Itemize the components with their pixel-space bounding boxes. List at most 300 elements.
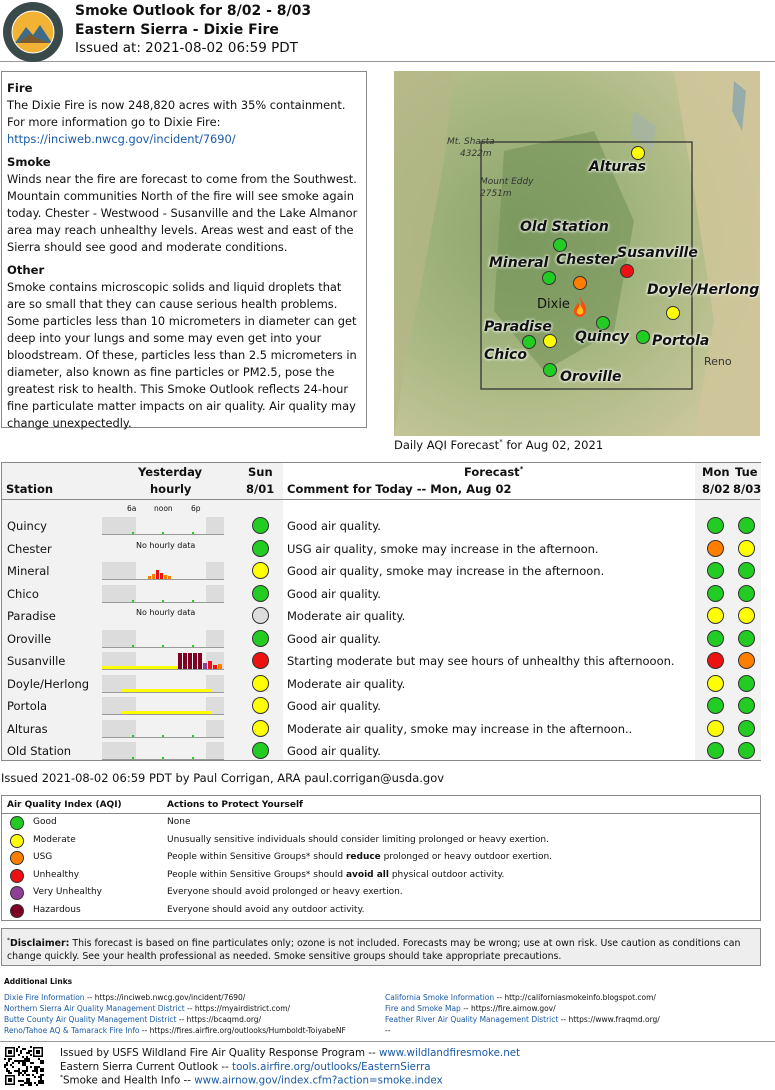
additional-link[interactable]	[4, 993, 245, 1002]
qr-module	[30, 1066, 32, 1068]
aqi-legend-row	[2, 833, 762, 850]
sun-aqi-dot	[252, 517, 269, 534]
night-shade-evening	[206, 630, 224, 648]
station-forecast-table	[1, 462, 761, 761]
qr-module	[40, 1076, 42, 1078]
station-name: Portola	[7, 699, 48, 713]
hourly-sparkline	[102, 585, 224, 603]
smoke-text: Winds near the fire are forecast to come from the Southwest. Mountain communities North of the fire will see smoke again today. Chester - Westwood - Susanville and the Lake Almanor area may reach unhealthy levels. Areas west and east of the Sierra should see good and moderate conditions.	[7, 172, 358, 254]
sun-aqi-dot	[252, 540, 269, 557]
qr-module	[18, 1072, 20, 1074]
forecast-comment: Moderate air quality.	[287, 609, 406, 623]
qr-module	[12, 1066, 14, 1068]
qr-module	[22, 1080, 24, 1082]
qr-module	[24, 1082, 26, 1084]
table-row	[2, 628, 762, 650]
map-station-dot[interactable]	[542, 271, 556, 285]
qr-module	[26, 1052, 28, 1054]
qr-module	[4, 1064, 6, 1066]
additional-link[interactable]	[385, 1026, 390, 1035]
city-label: Reno	[704, 355, 732, 368]
sun-aqi-dot	[252, 630, 269, 647]
hourly-bar	[132, 735, 134, 737]
map-station-dot[interactable]	[666, 306, 680, 320]
hourly-sparkline	[102, 675, 224, 693]
aqi-category: Moderate	[33, 834, 76, 845]
forecast-comment: USG air quality, smoke may increase in the afternoon.	[287, 541, 599, 556]
mon-aqi-dot	[707, 742, 724, 759]
qr-module	[18, 1068, 20, 1070]
peak-label: Mount Eddy	[480, 177, 534, 187]
aqi-legend-row	[2, 815, 762, 832]
qr-module	[16, 1050, 18, 1052]
qr-module	[28, 1052, 30, 1054]
hourly-bar	[198, 653, 202, 669]
qr-module	[28, 1078, 30, 1080]
fire-icon	[573, 297, 587, 317]
station-name: Alturas	[7, 721, 48, 736]
hourly-bar	[162, 757, 164, 759]
aqi-action-text: None	[167, 817, 191, 827]
airnow-smoke-link[interactable]: www.airnow.gov/index.cfm?action=smoke.index	[194, 1074, 443, 1087]
link-name[interactable]: Dixie Fire Information	[4, 993, 85, 1002]
sparkline-chart	[102, 675, 224, 693]
qr-module	[20, 1084, 22, 1086]
qr-module	[24, 1064, 26, 1066]
page-subtitle: Eastern Sierra - Dixie Fire	[75, 22, 279, 38]
sparkline-chart	[102, 585, 224, 603]
qr-module	[42, 1080, 44, 1082]
night-shade-evening	[206, 517, 224, 535]
peak-elevation: 4322m	[460, 149, 492, 159]
mon-aqi-dot	[707, 585, 724, 602]
hourly-bar	[203, 663, 207, 669]
qr-module	[28, 1080, 30, 1082]
qr-module	[26, 1080, 28, 1082]
qr-module	[10, 1058, 12, 1060]
hourly-bar	[162, 645, 164, 647]
sparkline-chart	[102, 652, 224, 670]
qr-module	[30, 1082, 32, 1084]
table-row	[2, 650, 762, 672]
qr-module	[4, 1066, 6, 1068]
qr-module	[40, 1078, 42, 1080]
qr-module	[26, 1058, 28, 1060]
mon-aqi-dot	[707, 630, 724, 647]
tue-aqi-dot	[738, 652, 755, 669]
qr-module	[8, 1072, 10, 1074]
aqi-action-text: People within Sensitive Groups* should	[167, 852, 346, 863]
current-outlook-link[interactable]: tools.airfire.org/outlooks/EasternSierra	[232, 1061, 431, 1073]
link-url: -- https://www.fraqmd.org/	[558, 1015, 660, 1024]
sun-aqi-dot	[252, 697, 269, 714]
station-name: Paradise	[7, 609, 56, 623]
qr-module	[22, 1084, 24, 1086]
qr-module	[40, 1062, 42, 1064]
qr-code-icon[interactable]	[4, 1046, 44, 1086]
forecast-comment: Good air quality.	[287, 744, 381, 758]
sparkline-baseline	[102, 669, 224, 670]
sparkline-baseline	[102, 692, 224, 693]
aqi-action	[167, 870, 504, 880]
mon-aqi-dot	[707, 562, 724, 579]
table-row	[2, 718, 762, 740]
link-url: -- https://inciweb.nwcg.gov/incident/7690/	[84, 993, 246, 1002]
footer-divider	[0, 1041, 775, 1042]
qr-module	[16, 1048, 18, 1050]
qr-module	[42, 1074, 44, 1076]
qr-module	[18, 1080, 20, 1082]
tick-6p: 6p	[191, 504, 201, 513]
tue-aqi-dot	[738, 607, 755, 624]
qr-module	[36, 1068, 38, 1070]
night-shade-morning	[102, 742, 136, 760]
mon-aqi-dot	[707, 517, 724, 534]
night-shade-morning	[102, 562, 136, 580]
link-name[interactable]: Reno/Tahoe AQ & Tamarack Fire Info	[4, 1026, 140, 1035]
hourly-bar	[213, 665, 217, 669]
qr-module	[34, 1082, 36, 1084]
table-row	[2, 583, 762, 605]
sparkline-chart	[102, 720, 224, 738]
hourly-bar	[208, 661, 212, 669]
qr-module	[20, 1060, 22, 1062]
qr-module	[38, 1082, 40, 1084]
table-row	[2, 538, 762, 560]
map-station-dot[interactable]	[631, 146, 645, 160]
col-station: Station	[6, 482, 54, 496]
aqi-category: Hazardous	[33, 905, 81, 915]
qr-module	[24, 1070, 26, 1072]
qr-module	[30, 1084, 32, 1086]
additional-link[interactable]	[385, 1004, 556, 1013]
footer-line-3	[60, 1074, 443, 1086]
aqi-action-text: Everyone should avoid prolonged or heavy exertion.	[167, 887, 403, 898]
qr-module	[38, 1080, 40, 1082]
qr-module	[18, 1062, 20, 1064]
col-forecast-mark: *	[519, 465, 524, 474]
hourly-bar	[152, 574, 155, 579]
aqi-col-actions: Actions to Protect Yourself	[167, 800, 303, 810]
aqi-legend-row	[2, 868, 762, 885]
qr-module	[6, 1064, 8, 1066]
table-row	[2, 605, 762, 627]
qr-module	[42, 1062, 44, 1064]
qr-module	[8, 1078, 12, 1082]
qr-module	[10, 1072, 12, 1074]
qr-module	[24, 1072, 26, 1074]
sparkline-baseline	[102, 579, 224, 580]
qr-module	[40, 1082, 42, 1084]
qr-module	[36, 1084, 38, 1086]
hourly-bar	[162, 532, 164, 534]
map-station-dot[interactable]	[620, 264, 634, 278]
qr-module	[26, 1082, 28, 1084]
tick-6a: 6a	[127, 504, 137, 513]
forecast-comment: Good air quality.	[287, 519, 381, 533]
station-name: Doyle/Herlong	[7, 676, 90, 691]
map-station-label: Doyle/Herlong	[647, 282, 760, 298]
qr-module	[34, 1068, 36, 1070]
fire-text	[7, 97, 361, 148]
map-station-dot[interactable]	[543, 334, 557, 348]
qr-module	[22, 1074, 24, 1076]
hourly-bar	[162, 600, 164, 602]
map-station-dot[interactable]	[596, 316, 610, 330]
forecast-comment: Good air quality.	[287, 586, 381, 601]
qr-module	[34, 1076, 36, 1078]
table-row	[2, 740, 762, 762]
footer-line-1-text: Issued by USFS Wildland Fire Air Quality Response Program --	[60, 1047, 379, 1059]
forecast-comment: Moderate air quality.	[287, 676, 406, 691]
fire-text-body: The Dixie Fire is now 248,820 acres with 35% containment. For more information go to Dixie Fire:	[7, 98, 346, 129]
aqi-action	[167, 887, 403, 897]
qr-module	[8, 1050, 12, 1054]
hourly-sparkline	[102, 697, 224, 715]
qr-module	[18, 1060, 20, 1062]
link-url: --	[385, 1026, 391, 1035]
header-divider	[2, 499, 760, 500]
link-url: -- https://fires.airfire.org/outlooks/Humboldt-ToiyabeNF	[139, 1026, 346, 1035]
aqi-legend-row	[2, 885, 762, 902]
qr-module	[40, 1068, 42, 1070]
qr-module	[6, 1068, 8, 1070]
col-sun-date: 8/01	[246, 482, 275, 496]
qr-module	[6, 1070, 8, 1072]
tue-aqi-dot	[738, 675, 755, 692]
wildland-smoke-link[interactable]: www.wildlandfiresmoke.net	[378, 1047, 521, 1059]
hourly-bar	[188, 653, 192, 669]
night-shade-morning	[102, 585, 136, 603]
aqi-category: Good	[33, 817, 57, 827]
hourly-bar	[193, 653, 197, 669]
aqi-color-dot	[10, 851, 24, 865]
aqi-legend-row	[2, 903, 762, 920]
hourly-bar	[183, 653, 187, 669]
map-station-dot[interactable]	[553, 238, 567, 252]
night-shade-morning	[102, 517, 136, 535]
mon-aqi-dot	[707, 697, 724, 714]
other-heading: Other	[7, 263, 45, 277]
forecast-comment: Starting moderate but may see hours of unhealthy this afternooon.	[287, 654, 675, 668]
sun-aqi-dot	[252, 607, 269, 624]
additional-link[interactable]	[4, 1004, 290, 1013]
map-caption-mark: *	[499, 438, 503, 447]
qr-module	[6, 1062, 8, 1064]
qr-module	[24, 1060, 26, 1062]
qr-module	[36, 1050, 40, 1054]
map-station-label: Quincy	[575, 329, 630, 345]
link-name[interactable]: Fire and Smoke Map	[385, 1004, 461, 1013]
col-hourly: hourly	[150, 482, 192, 496]
mon-aqi-dot	[707, 607, 724, 624]
map-station-dot[interactable]	[543, 363, 557, 377]
aqi-action	[167, 852, 552, 862]
aqi-action-text: prolonged or heavy outdoor exertion.	[380, 852, 553, 863]
hourly-bar	[132, 600, 134, 602]
tue-aqi-dot	[738, 697, 755, 714]
tue-aqi-dot	[738, 742, 755, 759]
tick-noon: noon	[154, 504, 173, 513]
footer-line-2-text: Eastern Sierra Current Outlook --	[60, 1061, 233, 1073]
hourly-bar	[218, 664, 222, 669]
hourly-bar	[178, 653, 182, 669]
hourly-sparkline	[102, 517, 224, 535]
hourly-sparkline	[102, 742, 224, 760]
table-row	[2, 695, 762, 717]
qr-module	[8, 1060, 10, 1062]
qr-module	[28, 1058, 30, 1060]
aqi-category: Unhealthy	[33, 869, 80, 880]
qr-module	[36, 1066, 38, 1068]
tue-aqi-dot	[738, 540, 755, 557]
sparkline-chart	[102, 742, 224, 760]
col-yesterday: Yesterday	[138, 465, 203, 479]
disclaimer	[1, 928, 761, 966]
table-row	[2, 673, 762, 695]
sparkline-baseline	[102, 759, 224, 760]
tue-aqi-dot	[738, 585, 755, 602]
qr-module	[22, 1060, 24, 1062]
aqi-action-text: physical outdoor activity.	[388, 869, 505, 880]
map-station-label: Chester	[556, 252, 618, 268]
qr-module	[40, 1074, 42, 1076]
hourly-bar	[192, 757, 194, 759]
aqi-action-text: People within Sensitive Groups* should	[167, 869, 346, 880]
issued-time: Issued at: 2021-08-02 06:59 PDT	[75, 40, 298, 56]
qr-module	[22, 1062, 24, 1064]
qr-module	[40, 1070, 42, 1072]
hourly-bar	[168, 576, 171, 579]
aqi-category: USG	[33, 852, 53, 863]
hourly-sparkline	[102, 630, 224, 648]
aqi-legend	[1, 795, 761, 921]
station-name: Chester	[7, 541, 52, 556]
sparkline-chart	[102, 517, 224, 535]
hourly-sparkline	[102, 540, 224, 558]
qr-module	[36, 1072, 38, 1074]
qr-module	[28, 1084, 30, 1086]
map-station-label: Paradise	[484, 319, 552, 335]
qr-module	[42, 1082, 44, 1084]
issued-by: Issued 2021-08-02 06:59 PDT by Paul Corrigan, ARA paul.corrigan@usda.gov	[1, 771, 445, 785]
link-url: -- http://californiasmokeinfo.blogspot.com/	[494, 993, 656, 1002]
table-row	[2, 515, 762, 537]
aqi-legend-row	[2, 850, 762, 867]
night-shade-evening	[206, 562, 224, 580]
sparkline-chart	[102, 697, 224, 715]
col-tue-date: 8/03	[733, 482, 762, 496]
aqi-forecast-map[interactable]	[394, 71, 760, 436]
link-name[interactable]: Northern Sierra Air Quality Management District	[4, 1004, 185, 1013]
aqi-action-emphasis: reduce	[345, 852, 381, 863]
night-shade-evening	[206, 720, 224, 738]
map-caption-date: for Aug 02, 2021	[502, 438, 604, 452]
map-station-dot[interactable]	[573, 276, 587, 290]
sun-aqi-dot	[252, 742, 269, 759]
additional-link[interactable]	[385, 1015, 660, 1024]
tue-aqi-dot	[738, 562, 755, 579]
map-station-dot[interactable]	[636, 330, 650, 344]
fire-info-link[interactable]: https://inciweb.nwcg.gov/incident/7690/	[7, 132, 236, 146]
disclaimer-text: This forecast is based on fine particulates only; ozone is not included. Forecasts may be wrong; use at own risk. Use caution as conditions can change quickly. See your health professional as needed. Smoke sensitive groups should take appropriate precautions.	[7, 938, 741, 963]
qr-module	[42, 1068, 44, 1070]
hourly-sparkline	[102, 607, 224, 625]
col-tue: Tue	[735, 465, 758, 479]
qr-module	[28, 1050, 30, 1052]
qr-module	[18, 1070, 20, 1072]
qr-module	[38, 1076, 40, 1078]
sun-aqi-dot	[252, 720, 269, 737]
qr-module	[24, 1048, 26, 1050]
map-station-label: Portola	[652, 333, 710, 349]
aqi-action-text: Unusually sensitive individuals should consider limiting prolonged or heavy exertion.	[167, 834, 549, 845]
other-text: Smoke contains microscopic solids and liquid droplets that are so small that they can cause serious health problems. Some particles less than 10 micrometers in diameter can get deep into your lungs and some may even get into your bloodstream. Of these, particles less than 2.5 micrometers in diameter, also known as fine particles or PM2.5, pose the greatest risk to health. This Smoke Outlook reflects 24-hour fine particulate matter impacts on air quality. Air quality may change unexpectedly.	[7, 280, 357, 430]
hourly-bar	[192, 600, 194, 602]
hourly-sparkline	[102, 720, 224, 738]
link-name[interactable]: Feather River Air Quality Management District	[385, 1015, 559, 1024]
aqi-color-dot	[10, 886, 24, 900]
footer-line-2	[60, 1061, 431, 1073]
additional-links-heading: Additional Links	[4, 977, 73, 986]
qr-module	[12, 1062, 14, 1064]
sun-aqi-dot	[252, 562, 269, 579]
qr-module	[18, 1046, 20, 1048]
col-forecast	[464, 465, 523, 479]
sparkline-baseline	[102, 714, 224, 715]
additional-link[interactable]	[4, 1015, 261, 1024]
col-sun: Sun	[248, 465, 273, 479]
qr-module	[32, 1062, 34, 1064]
qr-module	[20, 1080, 22, 1082]
qr-module	[8, 1058, 10, 1060]
hourly-sparkline	[102, 562, 224, 580]
forecast-comment: Good air quality.	[287, 699, 381, 713]
qr-module	[8, 1070, 10, 1072]
night-shade-evening	[206, 742, 224, 760]
hourly-bar	[160, 573, 163, 579]
qr-module	[26, 1056, 28, 1058]
map-station-label: Oroville	[560, 369, 622, 385]
link-name[interactable]: Butte County Air Quality Management District	[4, 1015, 177, 1024]
sun-aqi-dot	[252, 585, 269, 602]
aqi-action	[167, 905, 364, 915]
forecast-comment: Good air quality, smoke may increase in the afternoon.	[287, 564, 605, 578]
no-hourly-data: No hourly data	[136, 540, 196, 550]
additional-link[interactable]	[385, 993, 656, 1002]
qr-module	[22, 1048, 24, 1050]
sparkline-chart	[102, 562, 224, 580]
aqi-action	[167, 835, 549, 845]
qr-module	[30, 1062, 32, 1064]
additional-link[interactable]	[4, 1026, 346, 1035]
map-station-label: Mineral	[489, 255, 549, 271]
table-row	[2, 560, 762, 582]
link-name[interactable]: California Smoke Information	[385, 993, 495, 1002]
sparkline-baseline	[102, 647, 224, 648]
map-caption-label: Daily AQI Forecast	[394, 438, 500, 452]
footer-line-3-text: Smoke and Health Info --	[63, 1074, 195, 1087]
map-station-label: Chico	[484, 347, 527, 363]
footer-line-3-mark: *	[60, 1074, 63, 1081]
map-station-label: Susanville	[617, 245, 698, 261]
aqi-col-index: Air Quality Index (AQI)	[7, 800, 122, 810]
qr-module	[36, 1070, 38, 1072]
header	[0, 0, 775, 62]
qr-module	[14, 1070, 16, 1072]
sparkline-baseline	[102, 737, 224, 738]
qr-module	[18, 1054, 20, 1056]
